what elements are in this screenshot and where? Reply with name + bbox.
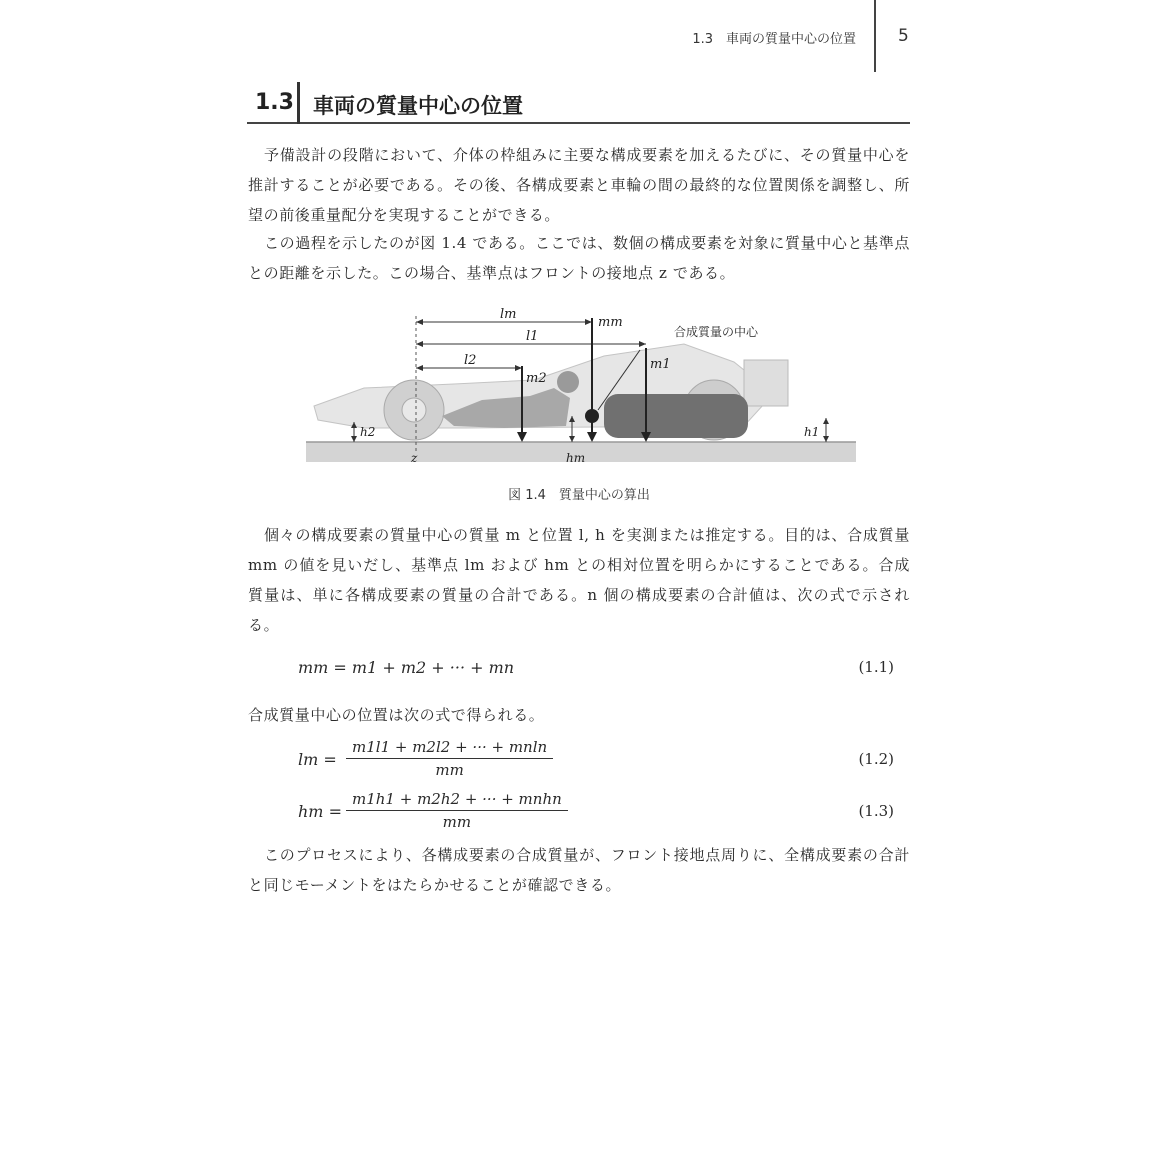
combined-cog-marker (585, 409, 599, 423)
paragraph-2: この過程を示したのが図 1.4 である。ここでは、数個の構成要素を対象に質量中心と基準点との距離を示した。この場合、基準点はフロントの接地点 z である。 (248, 234, 910, 282)
label-m2: m2 (526, 371, 547, 386)
label-l1: l1 (526, 329, 539, 344)
label-m1: m1 (650, 357, 671, 372)
equation-1-3-fraction (346, 790, 568, 831)
section-title: 車両の質量中心の位置 (313, 94, 523, 118)
running-head (640, 26, 920, 52)
equation-1-1-body: mm = m1 + m2 + ··· + mn (298, 658, 515, 677)
label-h2: h2 (360, 425, 376, 439)
running-head-title: 1.3 車両の質量中心の位置 (692, 32, 856, 47)
figure-caption: 図 1.4 質量中心の算出 (508, 488, 650, 503)
equation-1-2-number: (1.2) (858, 750, 894, 768)
equation-1-2-denominator: mm (435, 761, 464, 779)
paragraph-3: 個々の構成要素の質量中心の質量 m と位置 l, h を実測または推定する。目的は、合成質量 mm の値を見いだし、基準点 lm および hm との相対位置を明らかにすることである。合成質量は、単に各構成要素の質量の合計である。n 個の構成要素の合計値は、次の式で示される。 (248, 526, 910, 634)
equation-1-2-fraction (346, 738, 553, 779)
label-lm: lm (500, 307, 517, 322)
label-cog-note: 合成質量の中心 (674, 325, 759, 339)
figure-center-of-mass (304, 304, 860, 472)
equation-1-2 (298, 738, 894, 784)
equation-1-2-lhs: lm = (298, 750, 337, 769)
rear-wing (744, 360, 788, 406)
section-heading (247, 86, 910, 124)
label-z: z (411, 451, 418, 465)
label-l2: l2 (464, 353, 477, 368)
equation-1-2-numerator: m1l1 + m2l2 + ··· + mnln (346, 738, 553, 759)
label-hm: hm (566, 451, 586, 465)
equation-1-3-numerator: m1h1 + m2h2 + ··· + mnhn (346, 790, 568, 811)
section-heading-bar (297, 82, 300, 124)
label-h1: h1 (804, 425, 820, 439)
section-number: 1.3 (255, 90, 294, 115)
paragraph-1: 予備設計の段階において、介体の枠組みに主要な構成要素を加えるたびに、その質量中心を推計することが必要である。その後、各構成要素と車輪の間の最終的な位置関係を調整し、所望の前後重量配分を実現することができる。 (248, 146, 910, 224)
figure-diagram (304, 304, 860, 472)
equation-1-3 (298, 790, 894, 836)
paragraph-5: このプロセスにより、各構成要素の合成質量が、フロント接地点周りに、全構成要素の合計と同じモーメントをはたらかせることが確認できる。 (248, 846, 910, 894)
paragraph-4: 合成質量中心の位置は次の式で得られる。 (248, 706, 545, 724)
equation-1-3-denominator: mm (442, 813, 472, 831)
driver-head (557, 371, 579, 393)
equation-1-3-number: (1.3) (858, 802, 894, 820)
equation-1-1 (298, 658, 894, 704)
equation-1-1-number: (1.1) (858, 658, 894, 676)
label-mm: mm (598, 315, 623, 330)
page-number: 5 (898, 26, 909, 46)
engine-block (604, 394, 748, 438)
equation-1-3-lhs: hm = (298, 802, 342, 821)
running-head-divider (874, 0, 876, 72)
